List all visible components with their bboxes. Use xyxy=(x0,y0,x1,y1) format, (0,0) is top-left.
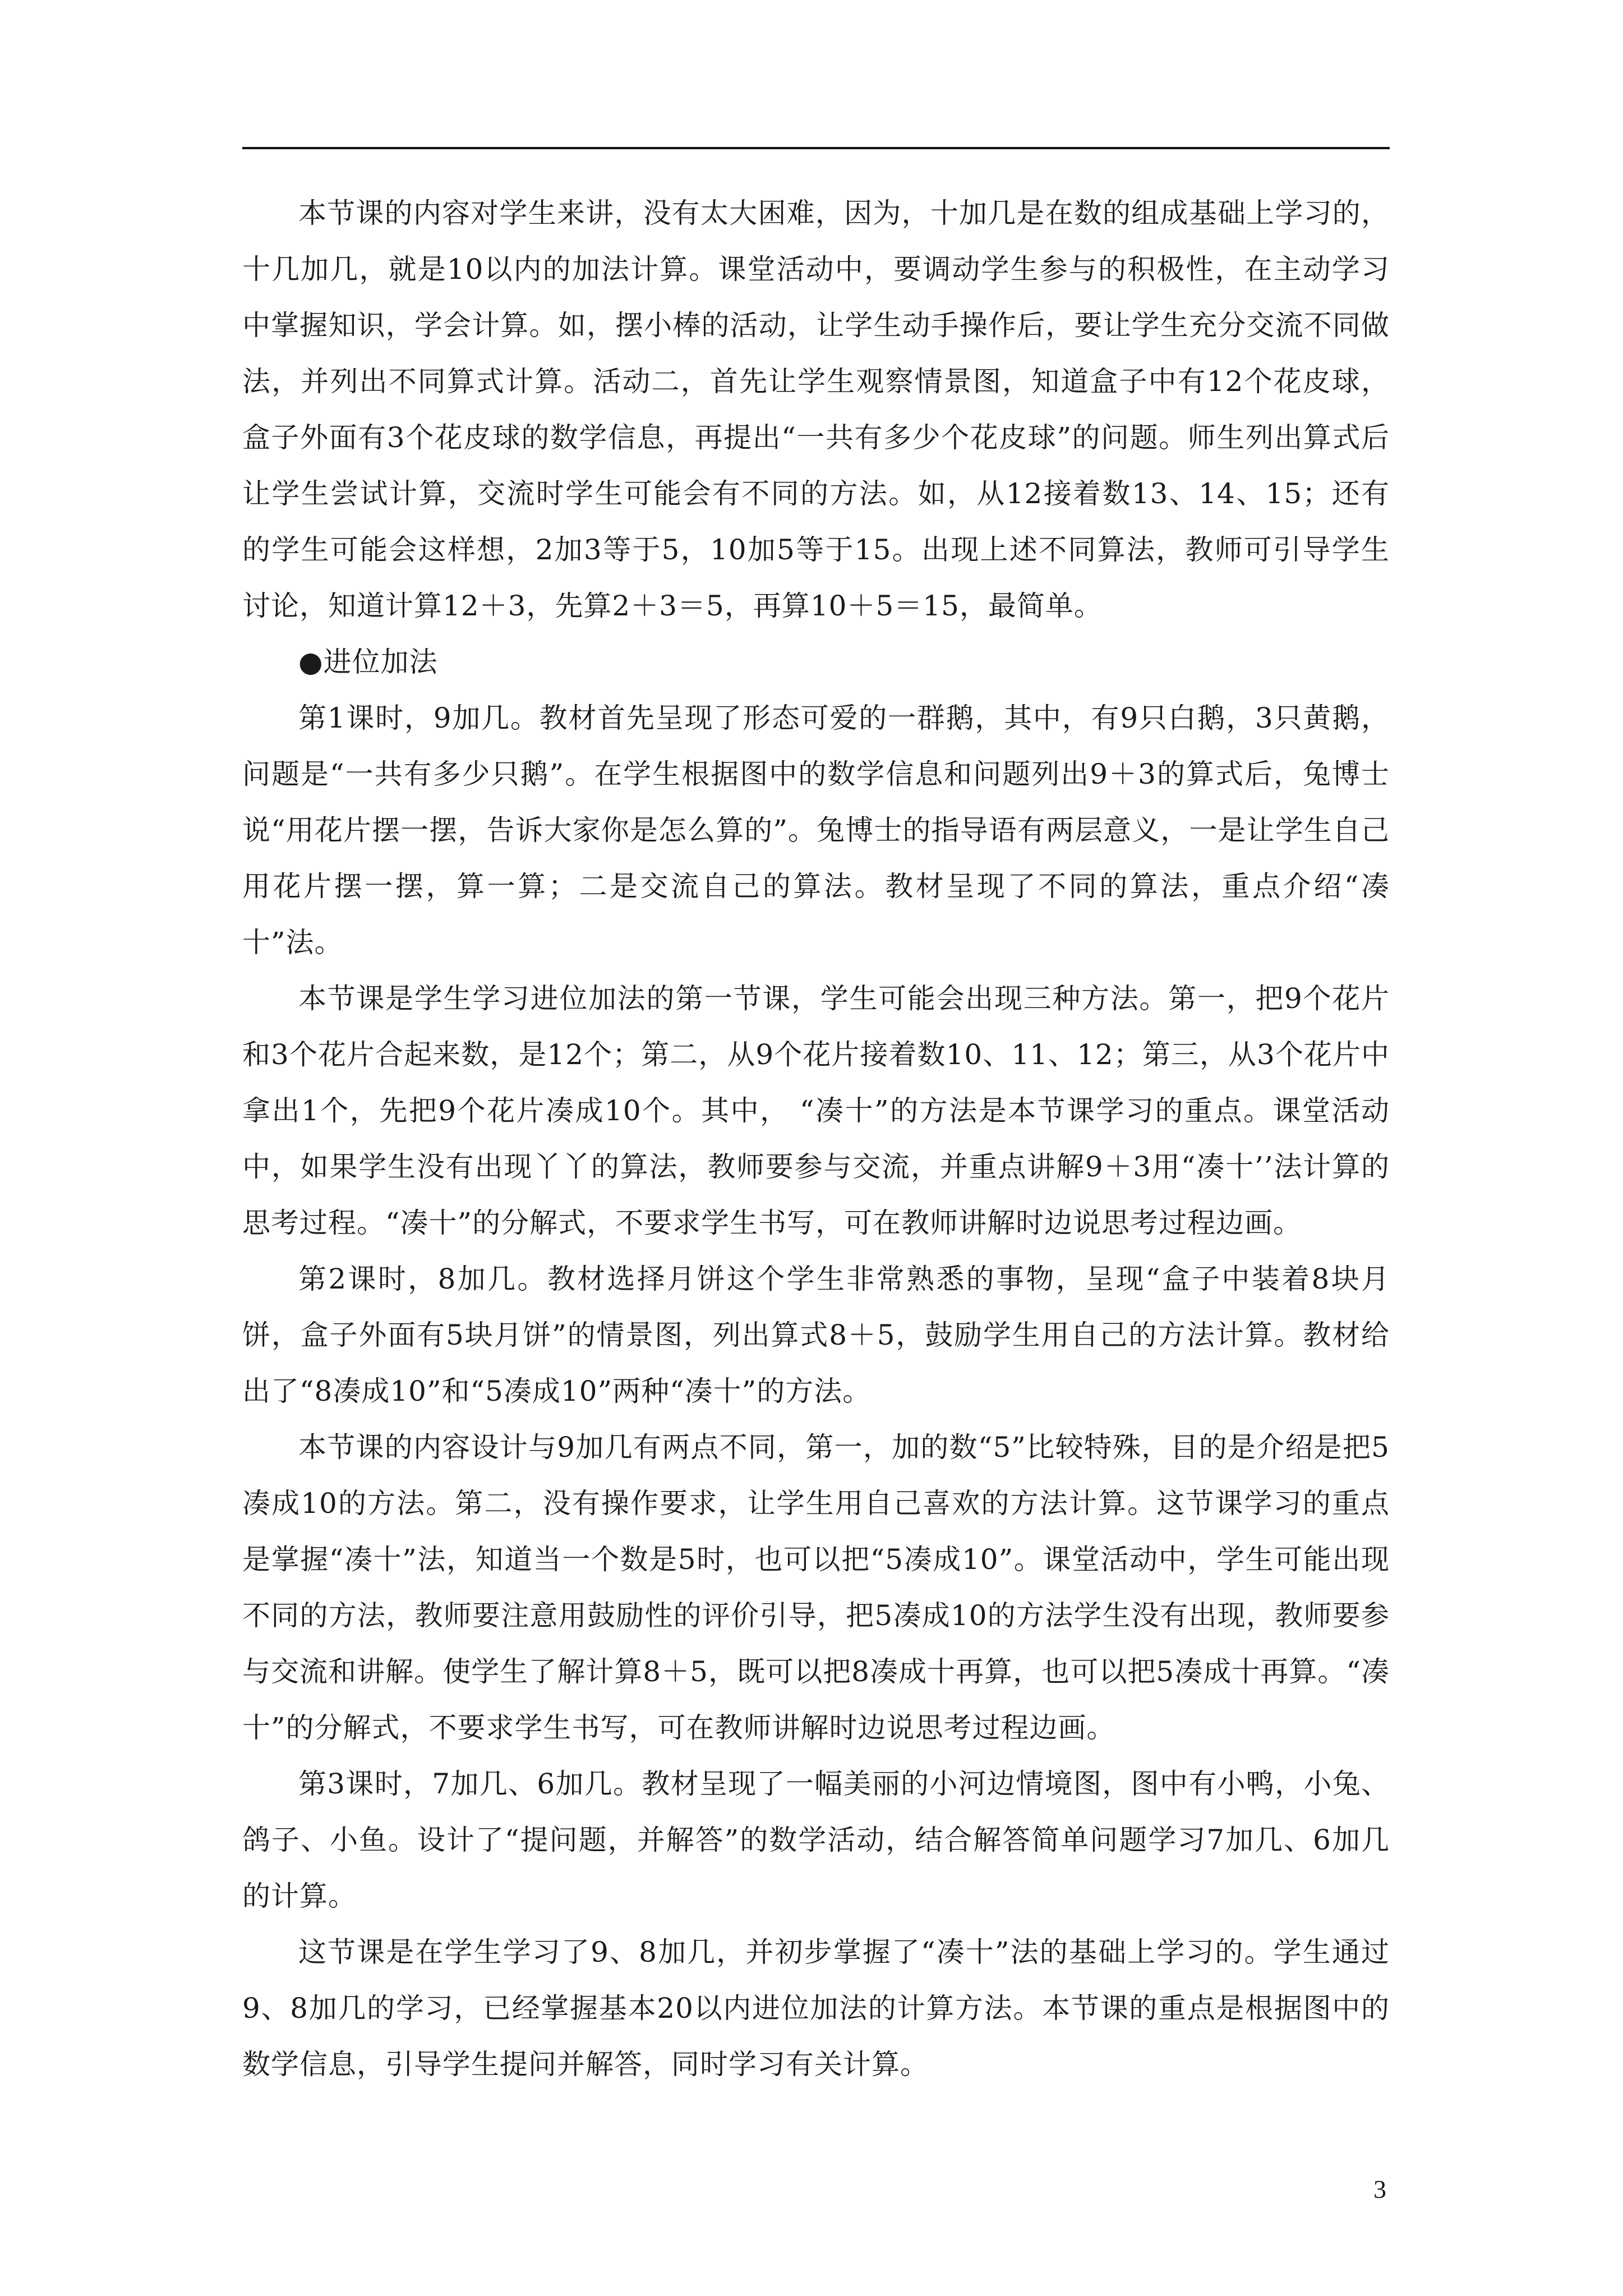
body-text xyxy=(242,185,1390,2092)
page-number: 3 xyxy=(1373,2175,1386,2203)
section-heading-jinwei-jiafa: ●进位加法 xyxy=(298,646,438,678)
paragraph-lesson-2-methods: 本节课的内容设计与9加几有两点不同，第一，加的数“5”比较特殊，目的是介绍是把5凑成10的方法。第二，没有操作要求，让学生用自己喜欢的方法计算。这节课学习的重点是掌握“凑十”法，知道当一个数是5时，也可以把“5凑成10”。课堂活动中，学生可能出现不同的方法，教师要注意用鼓励性的评价引导，把5凑成10的方法学生没有出现，教师要参与交流和讲解。使学生了解计算8＋5，既可以把8凑成十再算，也可以把5凑成十再算。“凑十”的分解式，不要求学生书写，可在教师讲解时边说思考过程边画。 xyxy=(242,1431,1390,1744)
paragraph-lesson-1-intro: 第1课时，9加几。教材首先呈现了形态可爱的一群鹅，其中，有9只白鹅，3只黄鹅，问题是“一共有多少只鹅”。在学生根据图中的数学信息和问题列出9＋3的算式后，兔博士说“用花片摆一摆，告诉大家你是怎么算的”。兔博士的指导语有两层意义，一是让学生自己用花片摆一摆，算一算；二是交流自己的算法。教材呈现了不同的算法，重点介绍“凑十”法。 xyxy=(242,702,1390,959)
paragraph-lesson-3-intro: 第3课时，7加几、6加几。教材呈现了一幅美丽的小河边情境图，图中有小鸭，小兔、鸽子、小鱼。设计了“提问题，并解答”的数学活动，结合解答简单问题学习7加几、6加几的计算。 xyxy=(242,1768,1390,1912)
paragraph-lesson-1-methods: 本节课是学生学习进位加法的第一节课，学生可能会出现三种方法。第一，把9个花片和3个花片合起来数，是12个；第二，从9个花片接着数10、11、12；第三，从3个花片中拿出1个，先把9个花片凑成10个。其中， “凑十”的方法是本节课学习的重点。课堂活动中，如果学生没有出现丫丫的算法，教师要参与交流，并重点讲解9＋3用“凑十’’法计算的思考过程。“凑十”的分解式，不要求学生书写，可在教师讲解时边说思考过程边画。 xyxy=(242,982,1390,1239)
header-rule xyxy=(242,147,1390,149)
paragraph-shijiaji-teaching: 本节课的内容对学生来讲，没有太大困难，因为，十加几是在数的组成基础上学习的，十几加几，就是10以内的加法计算。课堂活动中，要调动学生参与的积极性，在主动学习中掌握知识，学会计算。如，摆小棒的活动，让学生动手操作后，要让学生充分交流不同做法，并列出不同算式计算。活动二，首先让学生观察情景图，知道盒子中有12个花皮球，盒子外面有3个花皮球的数学信息，再提出“一共有多少个花皮球”的问题。师生列出算式后让学生尝试计算，交流时学生可能会有不同的方法。如，从12接着数13、14、15；还有的学生可能会这样想，2加3等于5，10加5等于15。出现上述不同算法，教师可引导学生讨论，知道计算12＋3，先算2＋3＝5，再算10＋5＝15，最简单。 xyxy=(242,197,1390,622)
paragraph-lesson-3-focus: 这节课是在学生学习了9、8加几，并初步掌握了“凑十”法的基础上学习的。学生通过9、8加几的学习，已经掌握基本20以内进位加法的计算方法。本节课的重点是根据图中的数学信息，引导学生提问并解答，同时学习有关计算。 xyxy=(242,1936,1390,2081)
paragraph-lesson-2-intro: 第2课时，8加几。教材选择月饼这个学生非常熟悉的事物，呈现“盒子中装着8块月饼，盒子外面有5块月饼”的情景图，列出算式8＋5，鼓励学生用自己的方法计算。教材给出了“8凑成10”和“5凑成10”两种“凑十”的方法。 xyxy=(242,1263,1390,1407)
